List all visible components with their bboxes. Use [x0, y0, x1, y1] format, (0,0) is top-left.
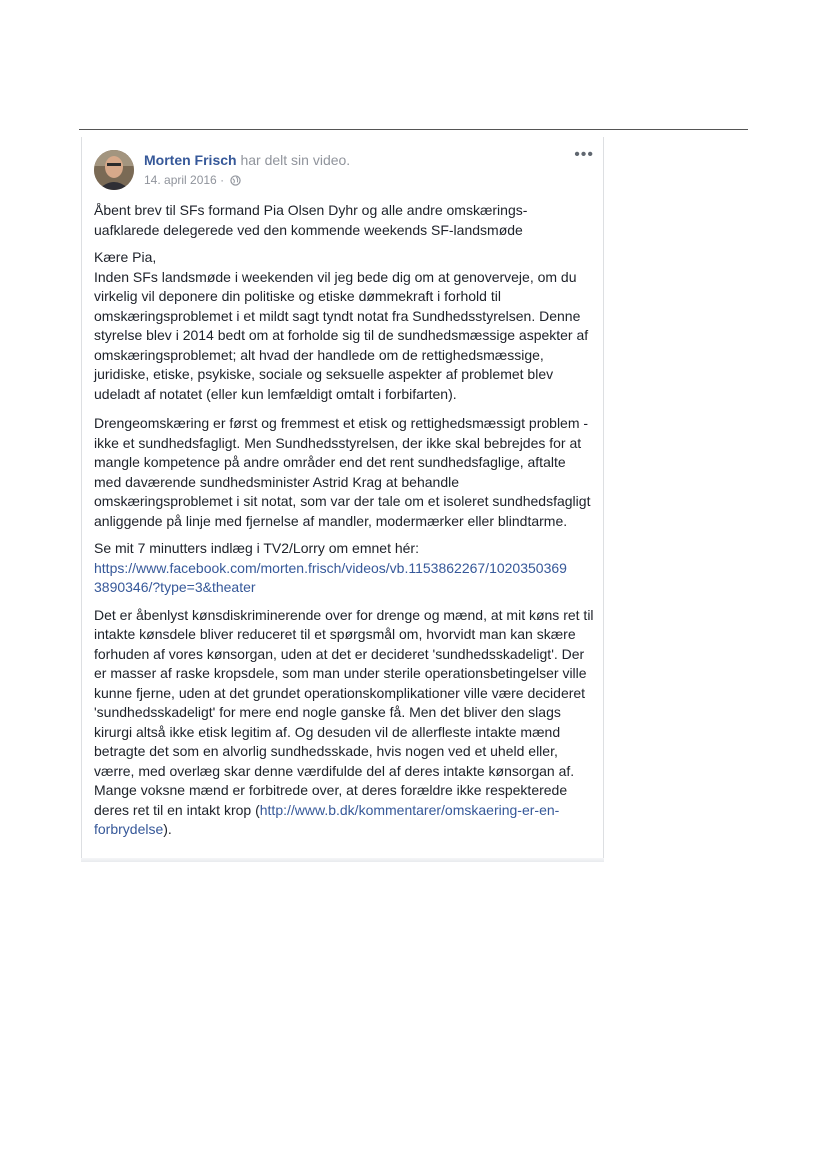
post-body — [94, 201, 594, 848]
salutation: Kære Pia, — [94, 249, 157, 265]
post-meta — [144, 173, 241, 189]
post-date[interactable]: 14. april 2016 — [144, 173, 217, 187]
meta-separator: · — [216, 173, 228, 187]
globe-icon — [230, 175, 241, 189]
paragraph-4-end: ). — [163, 821, 172, 837]
avatar[interactable] — [94, 150, 134, 190]
top-divider — [79, 129, 748, 130]
facebook-post-card — [81, 137, 604, 862]
post-paragraph-1 — [94, 248, 594, 404]
post-title-line-2: uafklarede delegerede ved den kommende weekends SF-landsmøde — [94, 221, 523, 238]
article-link[interactable]: http://www.b.dk/kommentarer/omskaering-er-en-forbrydelse — [94, 801, 560, 837]
post-title-line-1: Åbent brev til SFs formand Pia Olsen Dyhr og alle andre omskærings- — [94, 202, 528, 218]
post-paragraph-2: Drengeomskæring er først og fremmest et etisk og rettighedsmæssigt problem - ikke et sundhedsfagligt. Men Sundhedsstyrelsen, der ikke skal bebrejdes for at mangle kompetence på andre områder end det rent sundhedsfaglige, aftalte med daværende sundhedsminister Astrid Krag at behandle omskæringsproblemet i sit notat, som var der tale om et isoleret sundhedsfagligt anliggende på linje med fjernelse af mandler, modermærker eller blindtarme. — [94, 415, 591, 529]
video-link-line-2[interactable]: 3890346/?type=3&theater — [94, 579, 256, 595]
video-link[interactable] — [94, 560, 567, 596]
author-line — [144, 152, 350, 168]
card-bottom-edge — [81, 858, 604, 862]
post-header — [94, 148, 594, 192]
paragraph-1-text: Inden SFs landsmøde i weekenden vil jeg bede dig om at genoverveje, om du virkelig vil deponere din politiske og etiske dømmekraft i forhold til omskæringsproblemet i et mildt sagt tyndt notat fra Sundhedsstyrelsen. Denne styrelse blev i 2014 bedt om at forholde sig til de sundhedsmæssige aspekter af omskæringsproblemet; alt hvad der handlede om de rettighedsmæssige, juridiske, etiske, psykiske, sociale og seksuelle aspekter af problemet blev udeladt af notatet (eller kun lemfældigt omtalt i forbifarten). — [94, 268, 589, 402]
paragraph-4-text: Det er åbenlyst kønsdiskriminerende over for drenge og mænd, at mit køns ret til intakte kønsdele bliver reduceret til et spørgsmål om, hvorvidt man kan skære forhuden af vores kønsorgan, uden at det er decideret 'sundhedsskadeligt'. Der er masser af raske kropsdele, som man under sterile operationsbetingelser ville kunne fjerne, uden at det grundet operationskomplikationer ville være decideret 'sundhedsskadeligt' for mere end nogle ganske få. Men det bliver den slags kirurgi altså ikke etisk legitim af. Og desuden vil de allerfleste intakte mænd betragte det som en alvorlig sundhedsskade, hvis nogen ved et uheld eller, værre, med overlæg skar denne værdifulde del af deres intakte kønsorgan af. Mange voksne mænd er forbitrede over, at deres forældre ikke respekterede deres ret til en intakt krop ( — [94, 606, 594, 818]
video-intro: Se mit 7 minutters indlæg i TV2/Lorry om emnet hér: — [94, 540, 419, 556]
more-options-icon[interactable]: ••• — [574, 146, 594, 163]
avatar-photo — [94, 150, 134, 190]
post-title — [94, 201, 594, 240]
video-link-line-1[interactable]: https://www.facebook.com/morten.frisch/videos/vb.1153862267/1020350369 — [94, 559, 567, 576]
author-name[interactable]: Morten Frisch — [144, 152, 237, 168]
post-paragraph-4 — [94, 606, 594, 840]
post-action: har delt sin video. — [236, 152, 351, 168]
post-paragraph-3 — [94, 539, 594, 598]
